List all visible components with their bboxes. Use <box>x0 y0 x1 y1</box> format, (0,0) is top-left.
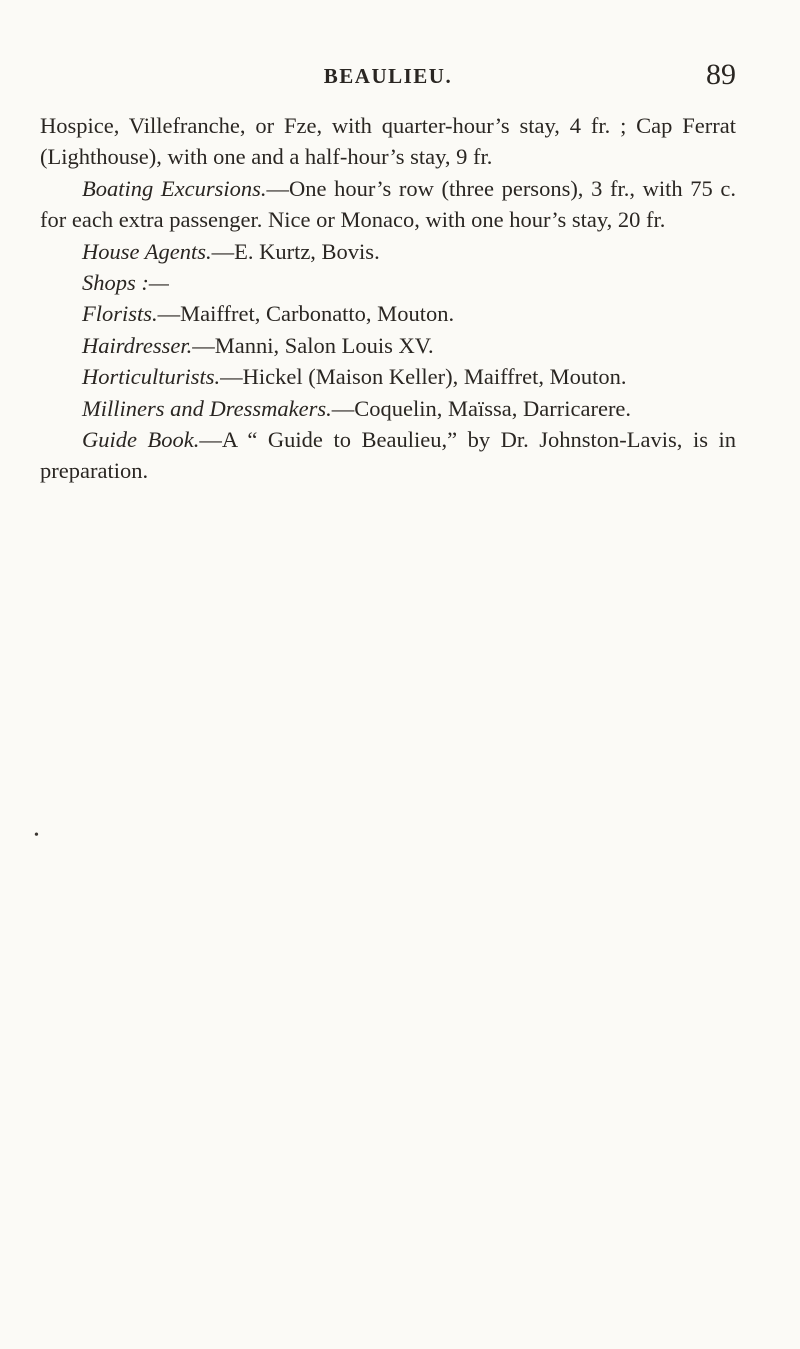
boating-text: —One hour’s row (three persons), 3 fr., with 75 c. for each extra passenger. Nice or Monaco, with one hour’s stay, 20 fr. <box>40 175 736 233</box>
entry-milliners <box>40 393 736 424</box>
stray-ink-mark: • <box>34 828 39 843</box>
boating-label: Boating Excursions. <box>82 175 267 201</box>
horticulturists-text: —Hickel (Maison Keller), Maiffret, Mouton. <box>220 364 627 390</box>
entry-hairdresser <box>40 330 736 361</box>
page-header-title: BEAULIEU. <box>323 64 453 88</box>
house-agents-text: —E. Kurtz, Bovis. <box>211 238 380 264</box>
paragraph-excursions-end: Hospice, Villefranche, or Fze, with quarter-hour’s stay, 4 fr. ; Cap Ferrat (Lighthouse), with one and a half-hour’s stay, 9 fr. <box>40 113 736 170</box>
milliners-text: —Coquelin, Maïssa, Darricarere. <box>331 395 632 421</box>
milliners-label: Milliners and Dressmakers. <box>82 395 332 421</box>
guide-book-label: Guide Book. <box>82 427 200 453</box>
guide-book-text: —A “ Guide to Beaulieu,” by Dr. Johnston-Lavis, is in preparation. <box>40 427 736 484</box>
florists-label: Florists. <box>82 301 158 327</box>
horticulturists-label: Horticulturists. <box>82 364 221 390</box>
running-head <box>40 58 736 94</box>
page-number: 89 <box>706 58 736 91</box>
hairdresser-text: —Manni, Salon Louis XV. <box>192 332 434 358</box>
entry-shops <box>40 267 736 298</box>
entry-horticulturists <box>40 361 736 392</box>
page-text-body <box>40 110 736 487</box>
paragraph-boating <box>40 173 736 236</box>
entry-house-agents <box>40 236 736 267</box>
paragraph-guide-book <box>40 424 736 487</box>
florists-text: —Maiffret, Carbonatto, Mouton. <box>157 301 455 327</box>
house-agents-label: House Agents. <box>82 238 212 264</box>
shops-label: Shops :— <box>82 270 169 296</box>
hairdresser-label: Hairdresser. <box>82 332 193 358</box>
entry-florists <box>40 298 736 329</box>
